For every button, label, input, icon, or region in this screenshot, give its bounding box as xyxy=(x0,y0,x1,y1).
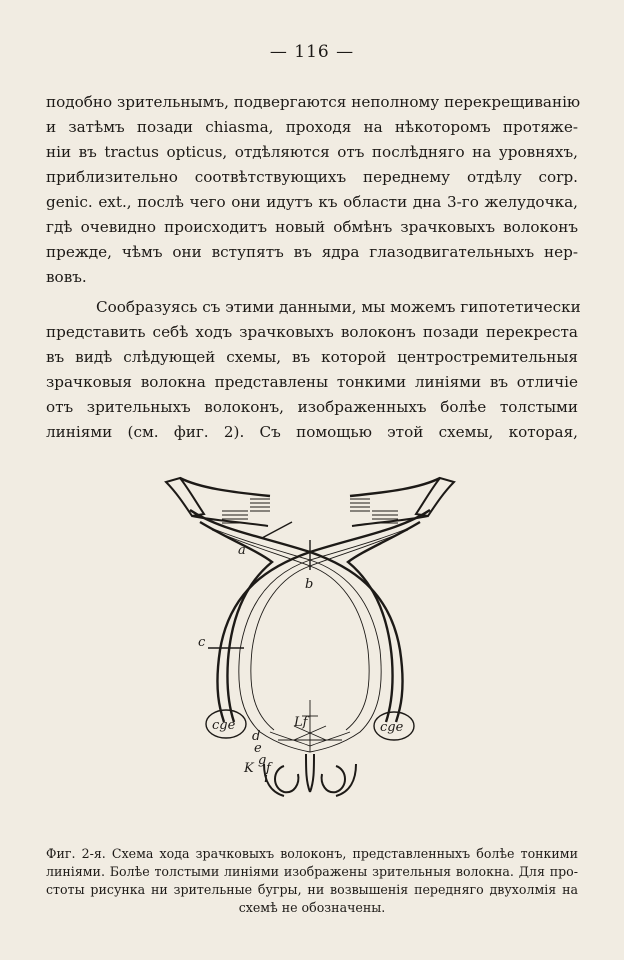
label-cge-left: cge xyxy=(212,718,236,733)
pupillary-fibers-diagram xyxy=(160,470,460,805)
label-lf: Lf xyxy=(294,715,308,730)
text-line: прежде, чѣмъ они вступятъ въ ядра глазодвигательныхъ нер- xyxy=(46,243,578,261)
right-optic-nerve xyxy=(350,478,454,526)
label-k: K xyxy=(244,761,254,776)
label-e: e xyxy=(254,741,262,756)
caption-line: стоты рисунка ни зрительные бугры, ни возвышенія передняго двухолмія на xyxy=(46,882,578,897)
page-number: — 116 — xyxy=(269,42,355,62)
body-text xyxy=(46,90,581,445)
text-line: Сообразуясь съ этими данными, мы можемъ гипотетически xyxy=(96,298,581,316)
text-line: подобно зрительнымъ, подвергаются неполному перекрещиванію xyxy=(46,93,581,111)
caption-line: схемѣ не обозначены. xyxy=(238,900,386,915)
text-line: отъ зрительныхъ волоконъ, изображенныхъ болѣе толстыми xyxy=(46,398,578,416)
caption-line: Фиг. 2-я. Схема хода зрачковыхъ волоконъ, представленныхъ болѣе тонкими xyxy=(46,846,578,861)
text-line: гдѣ очевидно происходитъ новый обмѣнъ зрачковыхъ волоконъ xyxy=(46,218,578,236)
label-a: a xyxy=(238,543,246,558)
paragraph-1 xyxy=(46,90,581,290)
text-line: представить себѣ ходъ зрачковыхъ волоконъ позади перекреста xyxy=(46,323,578,341)
oculomotor-nuclei xyxy=(264,754,356,796)
text-line: зрачковыя волокна представлены тонкими линіями въ отличіе xyxy=(46,373,578,391)
text-line: genic. ext., послѣ чего они идутъ къ области дна 3-го желудочка, xyxy=(46,193,578,211)
caption-line: линіями. Болѣе толстыми линіями изображены зрительныя волокна. Для про- xyxy=(46,864,578,879)
label-b: b xyxy=(305,577,314,592)
label-i: i xyxy=(264,771,269,786)
label-cge-right: cge xyxy=(380,720,404,735)
section-markers xyxy=(208,522,310,648)
text-line: линіями (см. фиг. 2). Съ помощью этой схемы, которая, xyxy=(46,423,578,441)
text-line: въ видѣ слѣдующей схемы, въ которой центростремительныя xyxy=(46,348,578,366)
text-line: ніи въ tractus opticus, отдѣляются отъ послѣдняго на уровняхъ, xyxy=(46,143,578,161)
label-g: g xyxy=(258,753,267,768)
label-c: c xyxy=(198,635,206,650)
figure-caption xyxy=(46,845,578,917)
text-line: приблизительно соотвѣтствующихъ переднему отдѣлу corp. xyxy=(46,168,578,186)
text-line: и затѣмъ позади chiasma, проходя на нѣкоторомъ протяже- xyxy=(46,118,578,136)
paragraph-2 xyxy=(46,295,581,445)
label-f: f xyxy=(266,761,271,776)
diagram-svg xyxy=(160,470,460,805)
label-d: d xyxy=(252,729,261,744)
text-line: вовъ. xyxy=(46,268,87,286)
left-optic-nerve xyxy=(166,478,270,526)
